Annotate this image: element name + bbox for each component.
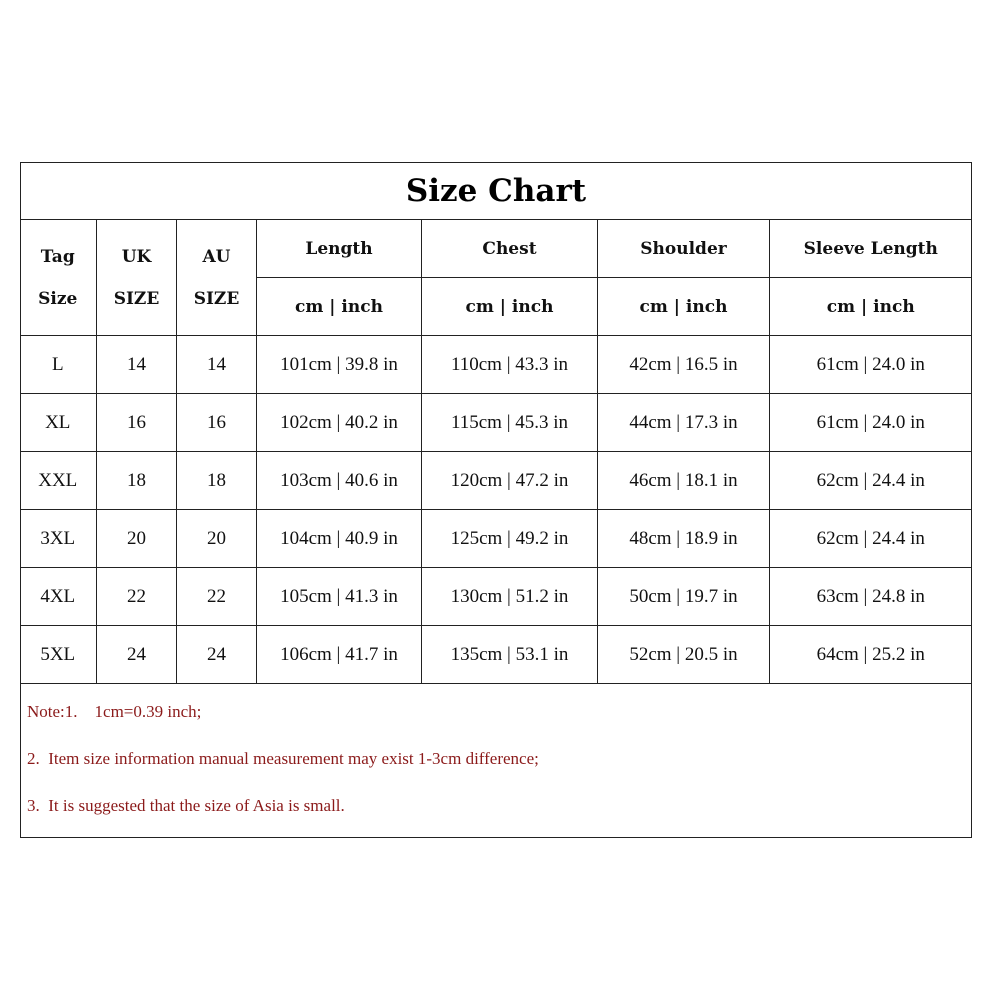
chest-cell: 115cm | 45.3 in [422,394,598,452]
note-3: 3. It is suggested that the size of Asia is small. [27,796,345,815]
note-1: Note:1. 1cm=0.39 inch; [27,702,202,721]
au-size-header: AU SIZE [177,220,257,336]
note-2: 2. Item size information manual measurement may exist 1-3cm difference; [27,749,539,768]
table-row [20,394,972,452]
sleeve-length-cell: 61cm | 24.0 in [770,336,972,394]
sleeve-length-cell: 63cm | 24.8 in [770,568,972,626]
shoulder-cell: 42cm | 16.5 in [598,336,770,394]
chest-cell: 125cm | 49.2 in [422,510,598,568]
size-table [20,220,972,684]
unit-label: cm | inch [257,278,422,336]
sleeve-length-cell: 62cm | 24.4 in [770,510,972,568]
chest-cell: 120cm | 47.2 in [422,452,598,510]
unit-label: cm | inch [422,278,598,336]
au-size-cell: 22 [177,568,257,626]
shoulder-cell: 52cm | 20.5 in [598,626,770,684]
length-cell: 104cm | 40.9 in [257,510,422,568]
length-cell: 101cm | 39.8 in [257,336,422,394]
sleeve-length-cell: 62cm | 24.4 in [770,452,972,510]
chest-cell: 110cm | 43.3 in [422,336,598,394]
table-row [20,336,972,394]
length-cell: 103cm | 40.6 in [257,452,422,510]
uk-size-header: UK SIZE [97,220,177,336]
tag-size-header: Tag Size [20,220,97,336]
tag-size-cell: XL [20,394,97,452]
notes [21,684,971,843]
sleeve-length-header: Sleeve Length [770,220,972,278]
au-size-cell: 24 [177,626,257,684]
table-row [20,626,972,684]
au-size-cell: 18 [177,452,257,510]
sleeve-length-cell: 61cm | 24.0 in [770,394,972,452]
tag-size-cell: 3XL [20,510,97,568]
header-row [20,220,972,278]
unit-label: cm | inch [770,278,972,336]
uk-size-cell: 18 [97,452,177,510]
shoulder-header: Shoulder [598,220,770,278]
uk-size-cell: 22 [97,568,177,626]
shoulder-cell: 44cm | 17.3 in [598,394,770,452]
table-row [20,568,972,626]
length-header: Length [257,220,422,278]
shoulder-cell: 48cm | 18.9 in [598,510,770,568]
page-title: Size Chart [21,163,971,220]
tag-size-cell: 4XL [20,568,97,626]
chest-cell: 130cm | 51.2 in [422,568,598,626]
chest-cell: 135cm | 53.1 in [422,626,598,684]
length-cell: 105cm | 41.3 in [257,568,422,626]
uk-size-cell: 16 [97,394,177,452]
length-cell: 106cm | 41.7 in [257,626,422,684]
unit-label: cm | inch [598,278,770,336]
length-cell: 102cm | 40.2 in [257,394,422,452]
uk-size-cell: 20 [97,510,177,568]
table-row [20,510,972,568]
au-size-cell: 20 [177,510,257,568]
au-size-cell: 14 [177,336,257,394]
au-size-cell: 16 [177,394,257,452]
shoulder-cell: 50cm | 19.7 in [598,568,770,626]
size-chart [20,162,972,838]
tag-size-cell: 5XL [20,626,97,684]
uk-size-cell: 24 [97,626,177,684]
table-row [20,452,972,510]
sleeve-length-cell: 64cm | 25.2 in [770,626,972,684]
uk-size-cell: 14 [97,336,177,394]
tag-size-cell: L [20,336,97,394]
shoulder-cell: 46cm | 18.1 in [598,452,770,510]
chest-header: Chest [422,220,598,278]
tag-size-cell: XXL [20,452,97,510]
